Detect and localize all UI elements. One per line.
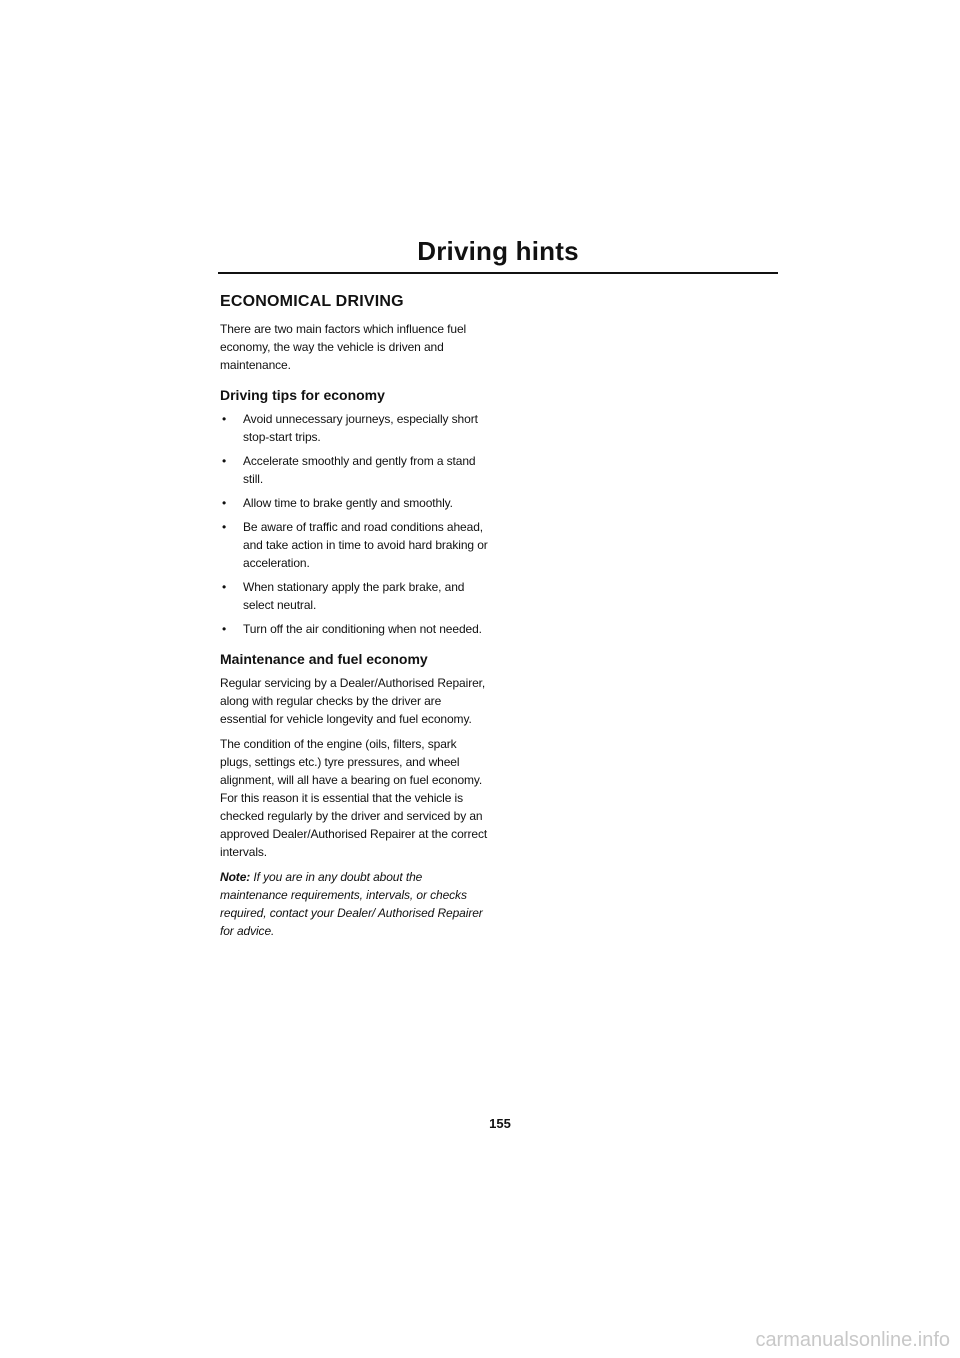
bullet-icon: •: [222, 622, 227, 636]
tip-text: When stationary apply the park brake, and select neutral.: [243, 580, 465, 612]
section-heading: ECONOMICAL DRIVING: [220, 293, 404, 310]
tips-heading: Driving tips for economy: [220, 387, 385, 403]
list-item: [220, 518, 488, 572]
maintenance-paragraph: Regular servicing by a Dealer/Authorised Repairer, along with regular checks by the driver are essential for vehicle longevity and fuel economy.: [220, 676, 486, 726]
maintenance-heading: Maintenance and fuel economy: [220, 651, 428, 667]
page-title: Driving hints: [417, 236, 579, 266]
list-item: [220, 494, 488, 512]
note-text: If you are in any doubt about the maintenance requirements, intervals, or checks required, contact your Dealer/ Authorised Repairer for advice.: [220, 870, 483, 938]
list-item: [220, 410, 488, 446]
bullet-icon: •: [222, 520, 227, 534]
header-rule: [218, 272, 778, 274]
list-item: [220, 578, 488, 614]
main-content: [220, 292, 488, 947]
tip-text: Allow time to brake gently and smoothly.: [243, 496, 453, 510]
list-item: [220, 620, 488, 638]
bullet-icon: •: [222, 412, 227, 426]
page-header: [218, 236, 778, 266]
tips-list: [220, 410, 488, 638]
note-paragraph: [220, 868, 488, 940]
tip-text: Turn off the air conditioning when not needed.: [243, 622, 482, 636]
maintenance-paragraph: The condition of the engine (oils, filters, spark plugs, settings etc.) tyre pressures, and wheel alignment, will all have a bearing on fuel economy. For this reason it is essential that the vehicle is checked regularly by the driver and serviced by an approved Dealer/Authorised Repairer at the correct intervals.: [220, 737, 488, 859]
bullet-icon: •: [222, 496, 227, 510]
bullet-icon: •: [222, 580, 227, 594]
list-item: [220, 452, 488, 488]
tip-text: Avoid unnecessary journeys, especially short stop-start trips.: [243, 412, 478, 444]
tip-text: Accelerate smoothly and gently from a stand still.: [243, 454, 476, 486]
bullet-icon: •: [222, 454, 227, 468]
intro-paragraph: There are two main factors which influence fuel economy, the way the vehicle is driven and maintenance.: [220, 322, 467, 372]
note-label: Note:: [220, 870, 251, 884]
page-number: 155: [489, 1116, 511, 1131]
tip-text: Be aware of traffic and road conditions ahead, and take action in time to avoid hard braking or acceleration.: [243, 520, 488, 570]
watermark: carmanualsonline.info: [755, 1329, 950, 1351]
